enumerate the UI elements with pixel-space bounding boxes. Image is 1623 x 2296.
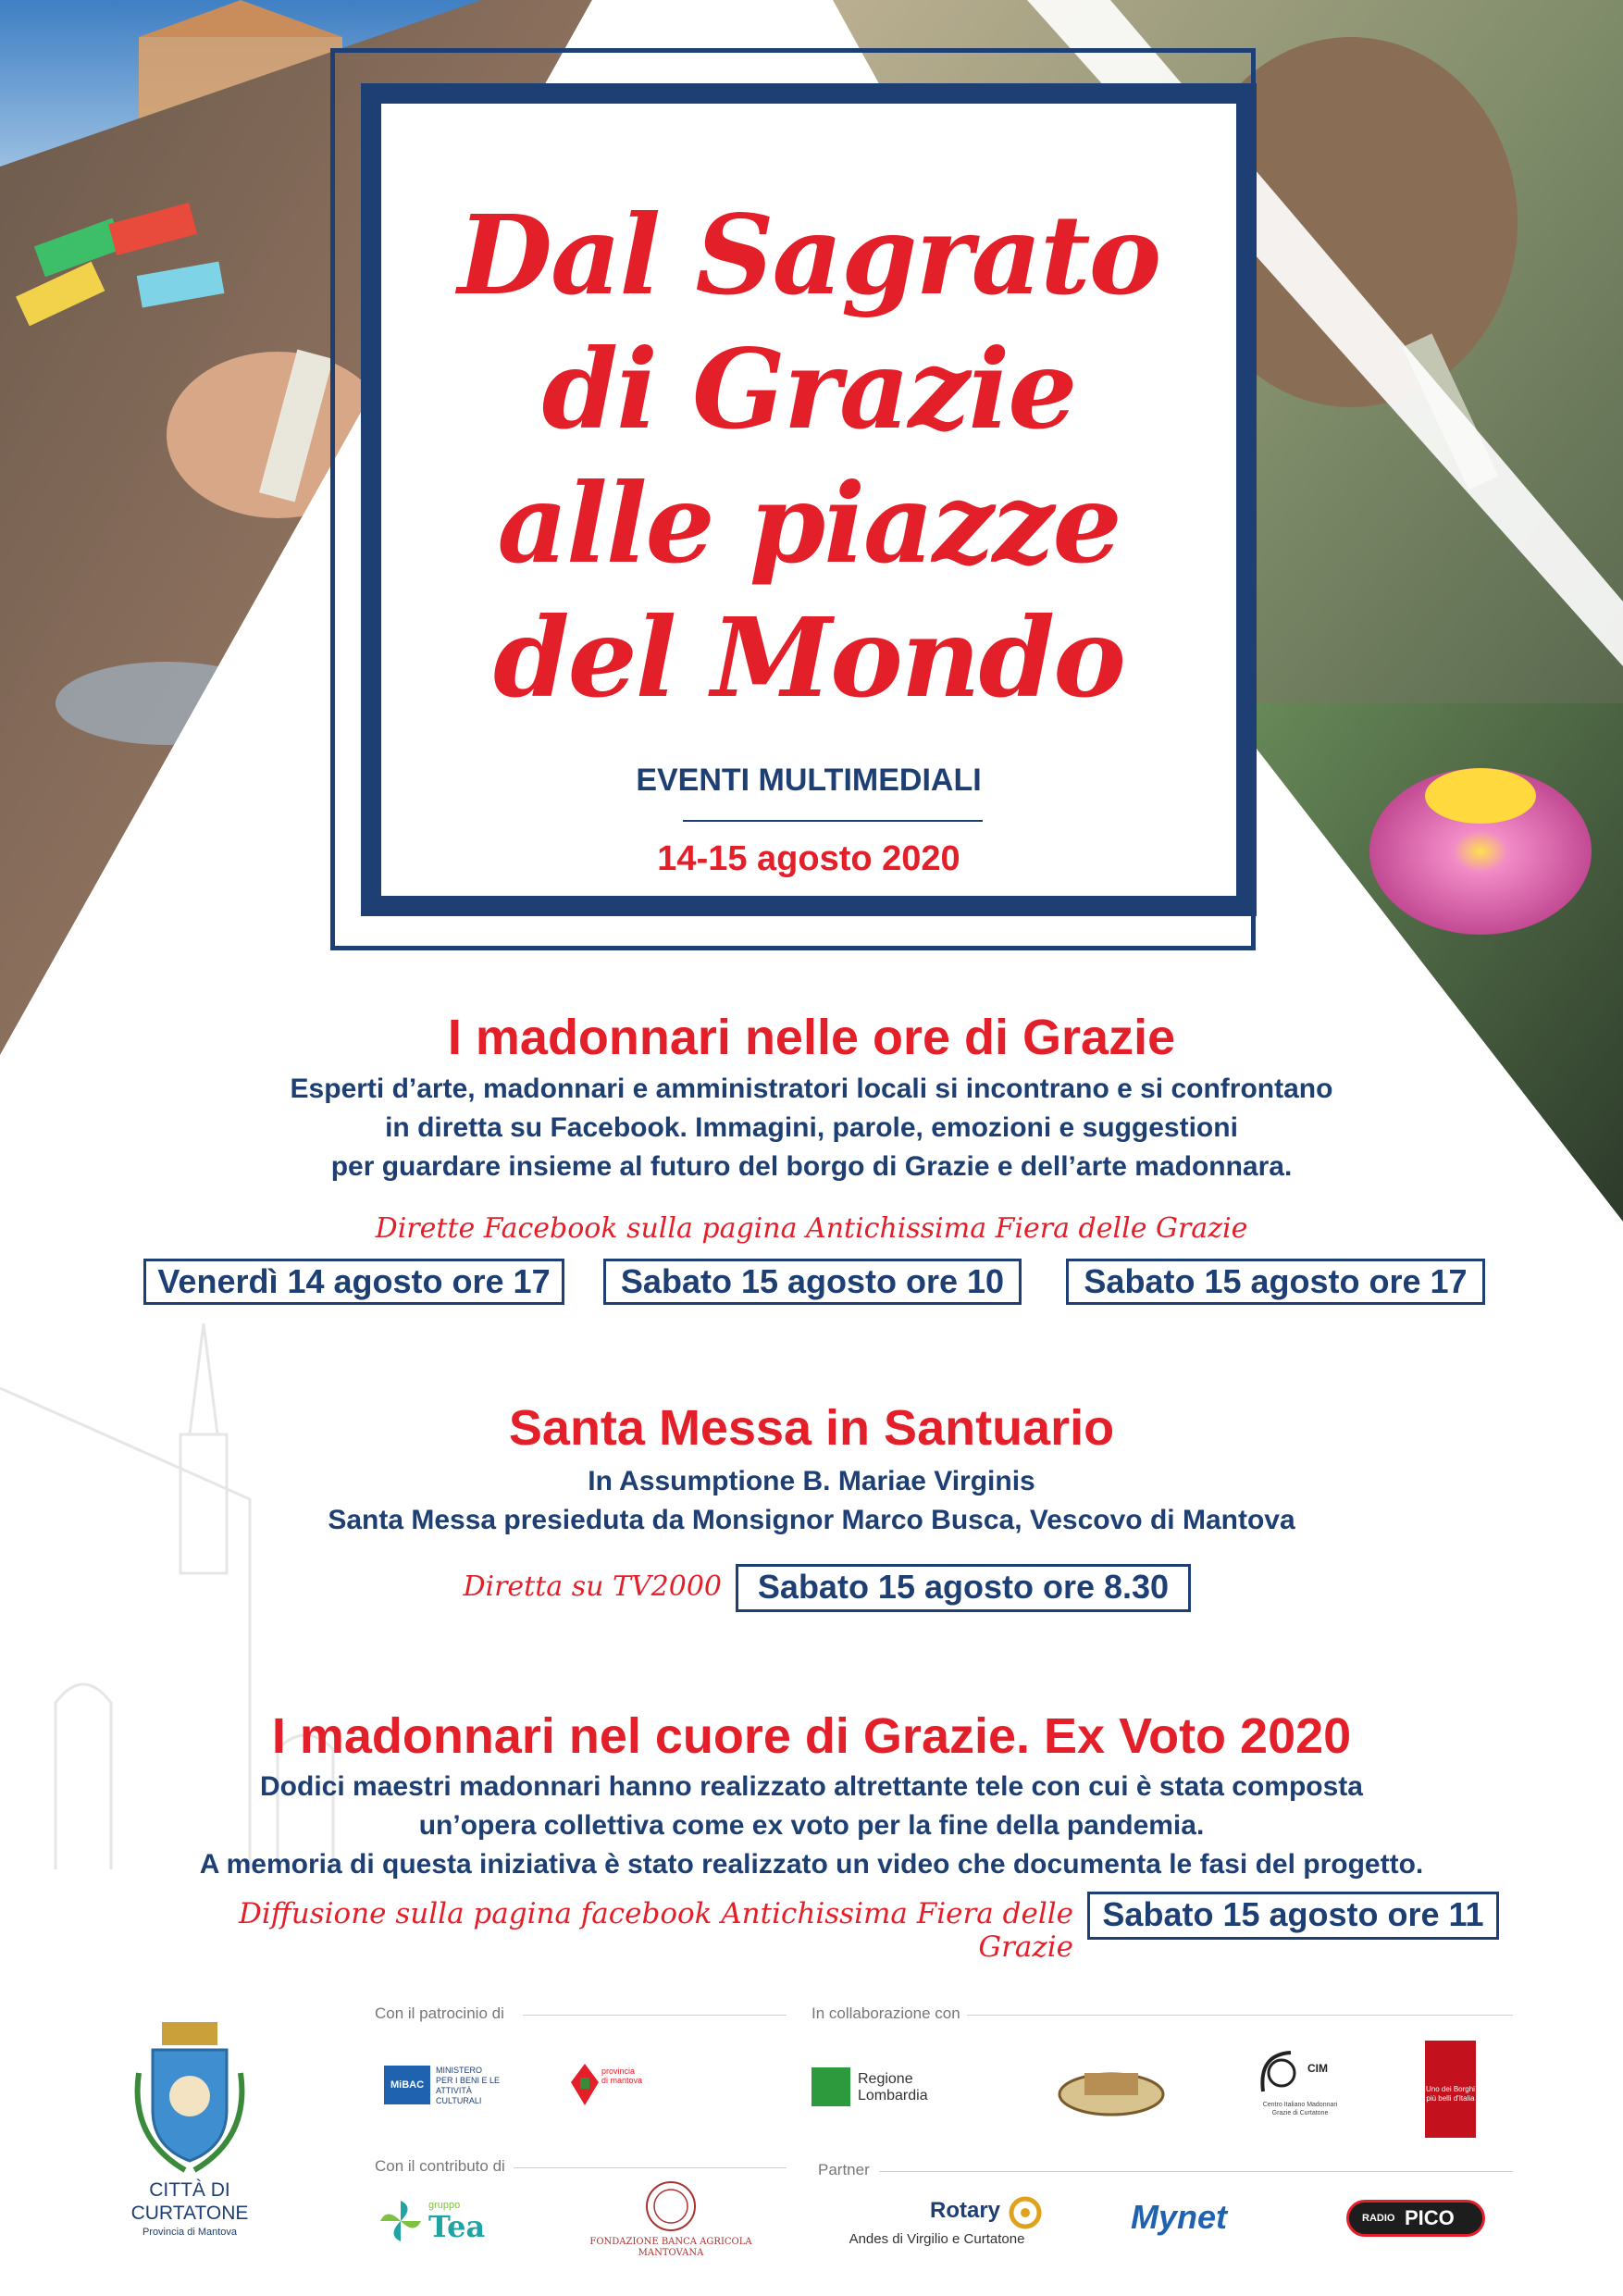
box-divider — [683, 820, 983, 822]
section3-line-2: un’opera collettiva come ex voto per la fine della pandemia. — [418, 1810, 1205, 1841]
provincia-crest-icon — [566, 2059, 603, 2110]
fondazione-logo — [588, 2179, 754, 2263]
section2-note: Diretta su TV2000 — [463, 1570, 722, 1603]
label-patrocinio: Con il patrocinio di — [375, 2004, 504, 2022]
section3-date: Sabato 15 agosto ore 11 — [1087, 1892, 1499, 1940]
title-line-3: alle piazze — [497, 459, 1121, 588]
title-box — [361, 83, 1257, 916]
provincia-logo — [566, 2059, 643, 2115]
borghi-logo — [1425, 2041, 1476, 2138]
curtatone-crest-icon — [130, 2017, 250, 2175]
cim-emblem-icon — [1254, 2045, 1309, 2096]
rule-collaborazione — [967, 2015, 1513, 2016]
rotary-logo — [819, 2198, 1055, 2253]
section2-line-1: In Assumptione B. Mariae Virginis — [588, 1466, 1035, 1496]
section1-note: Dirette Facebook sulla pagina Antichissima Fiera delle Grazie — [375, 1212, 1248, 1245]
section3-title: I madonnari nel cuore di Grazie. Ex Voto 2020 — [271, 1708, 1352, 1764]
cim-subtext: Centro Italiano Madonnari Grazie di Curtatone — [1262, 2102, 1338, 2116]
tea-logo — [378, 2198, 498, 2253]
rule-partner — [879, 2171, 1513, 2172]
label-contributo: Con il contributo di — [375, 2157, 505, 2175]
section3-line-1: Dodici maestri madonnari hanno realizzato altrettante tele con cui è stata composta — [260, 1771, 1363, 1802]
city-sub: Provincia di Mantova — [142, 2227, 238, 2238]
title-line-1: Dal Sagrato — [457, 191, 1160, 319]
radio-small-text: RADIO — [1362, 2213, 1395, 2224]
city-line-2: CURTATONE — [130, 2203, 249, 2224]
section1-line-1: Esperti d’arte, madonnari e amministratori locali si incontrano e si confrontano — [290, 1074, 1333, 1104]
fondazione-text: FONDAZIONE BANCA AGRICOLA MANTOVANA — [589, 2237, 752, 2258]
rotary-wheel-icon — [1009, 2196, 1042, 2229]
section1-line-2: in diretta su Facebook. Immagini, parole, emozioni e suggestioni — [385, 1112, 1238, 1143]
section1-date-1: Venerdì 14 agosto ore 17 — [143, 1259, 564, 1305]
rule-contributo — [514, 2167, 787, 2168]
city-line-1: CITTÀ DI — [149, 2179, 230, 2201]
mynet-logo: Mynet — [1131, 2198, 1228, 2236]
label-partner: Partner — [818, 2161, 870, 2178]
section3-note: Diffusione sulla pagina facebook Antichissima Fiera delle Grazie — [239, 1897, 1073, 1964]
rotary-subtext: Andes di Virgilio e Curtatone — [849, 2231, 1025, 2247]
fondazione-seal-icon — [641, 2179, 700, 2233]
label-collaborazione: In collaborazione con — [812, 2004, 960, 2022]
tea-small-text: gruppo — [428, 2200, 461, 2211]
title-line-2: di Grazie — [541, 325, 1076, 453]
section3-line-3: A memoria di questa iniziativa è stato realizzato un video che documenta le fasi del progetto. — [199, 1849, 1424, 1880]
title-line-4: del Mondo — [493, 593, 1124, 722]
mibac-mark: MiBAC — [384, 2066, 430, 2104]
madonnari-village-logo-icon — [1057, 2062, 1166, 2117]
cim-text: CIM — [1307, 2062, 1328, 2075]
provincia-text: provincia di mantova — [601, 2066, 643, 2085]
radio-pico-logo — [1346, 2200, 1485, 2237]
cim-logo — [1254, 2045, 1346, 2133]
section1-line-3: per guardare insieme al futuro del borgo di Grazie e dell’arte madonnara. — [330, 1151, 1293, 1182]
mibac-text: MINISTERO PER I BENI E LE ATTIVITÀ CULTURALI — [436, 2066, 501, 2105]
box-subtitle: EVENTI MULTIMEDIALI — [636, 763, 982, 798]
borghi-text: Uno dei Borghi più belli d'Italia — [1426, 2085, 1475, 2103]
section2-title: Santa Messa in Santuario — [508, 1400, 1115, 1456]
section1-date-2: Sabato 15 agosto ore 10 — [603, 1259, 1022, 1305]
section2-line-2: Santa Messa presieduta da Monsignor Marco Busca, Vescovo di Mantova — [328, 1505, 1295, 1535]
section1-date-3: Sabato 15 agosto ore 17 — [1066, 1259, 1485, 1305]
rule-patrocinio — [523, 2015, 787, 2016]
rotary-text: Rotary — [930, 2198, 1001, 2223]
regione-text: Regione Lombardia — [858, 2071, 928, 2104]
tea-text: Tea — [428, 2209, 486, 2244]
section1-title: I madonnari nelle ore di Grazie — [447, 1010, 1176, 1065]
regione-mark-icon — [812, 2067, 850, 2106]
section2-date: Sabato 15 agosto ore 8.30 — [736, 1564, 1191, 1612]
mibac-logo — [384, 2066, 501, 2107]
regione-logo — [812, 2066, 960, 2112]
radio-pico-text: PICO — [1405, 2206, 1455, 2229]
tea-pinwheel-icon — [378, 2198, 424, 2244]
box-dates: 14-15 agosto 2020 — [657, 839, 960, 878]
